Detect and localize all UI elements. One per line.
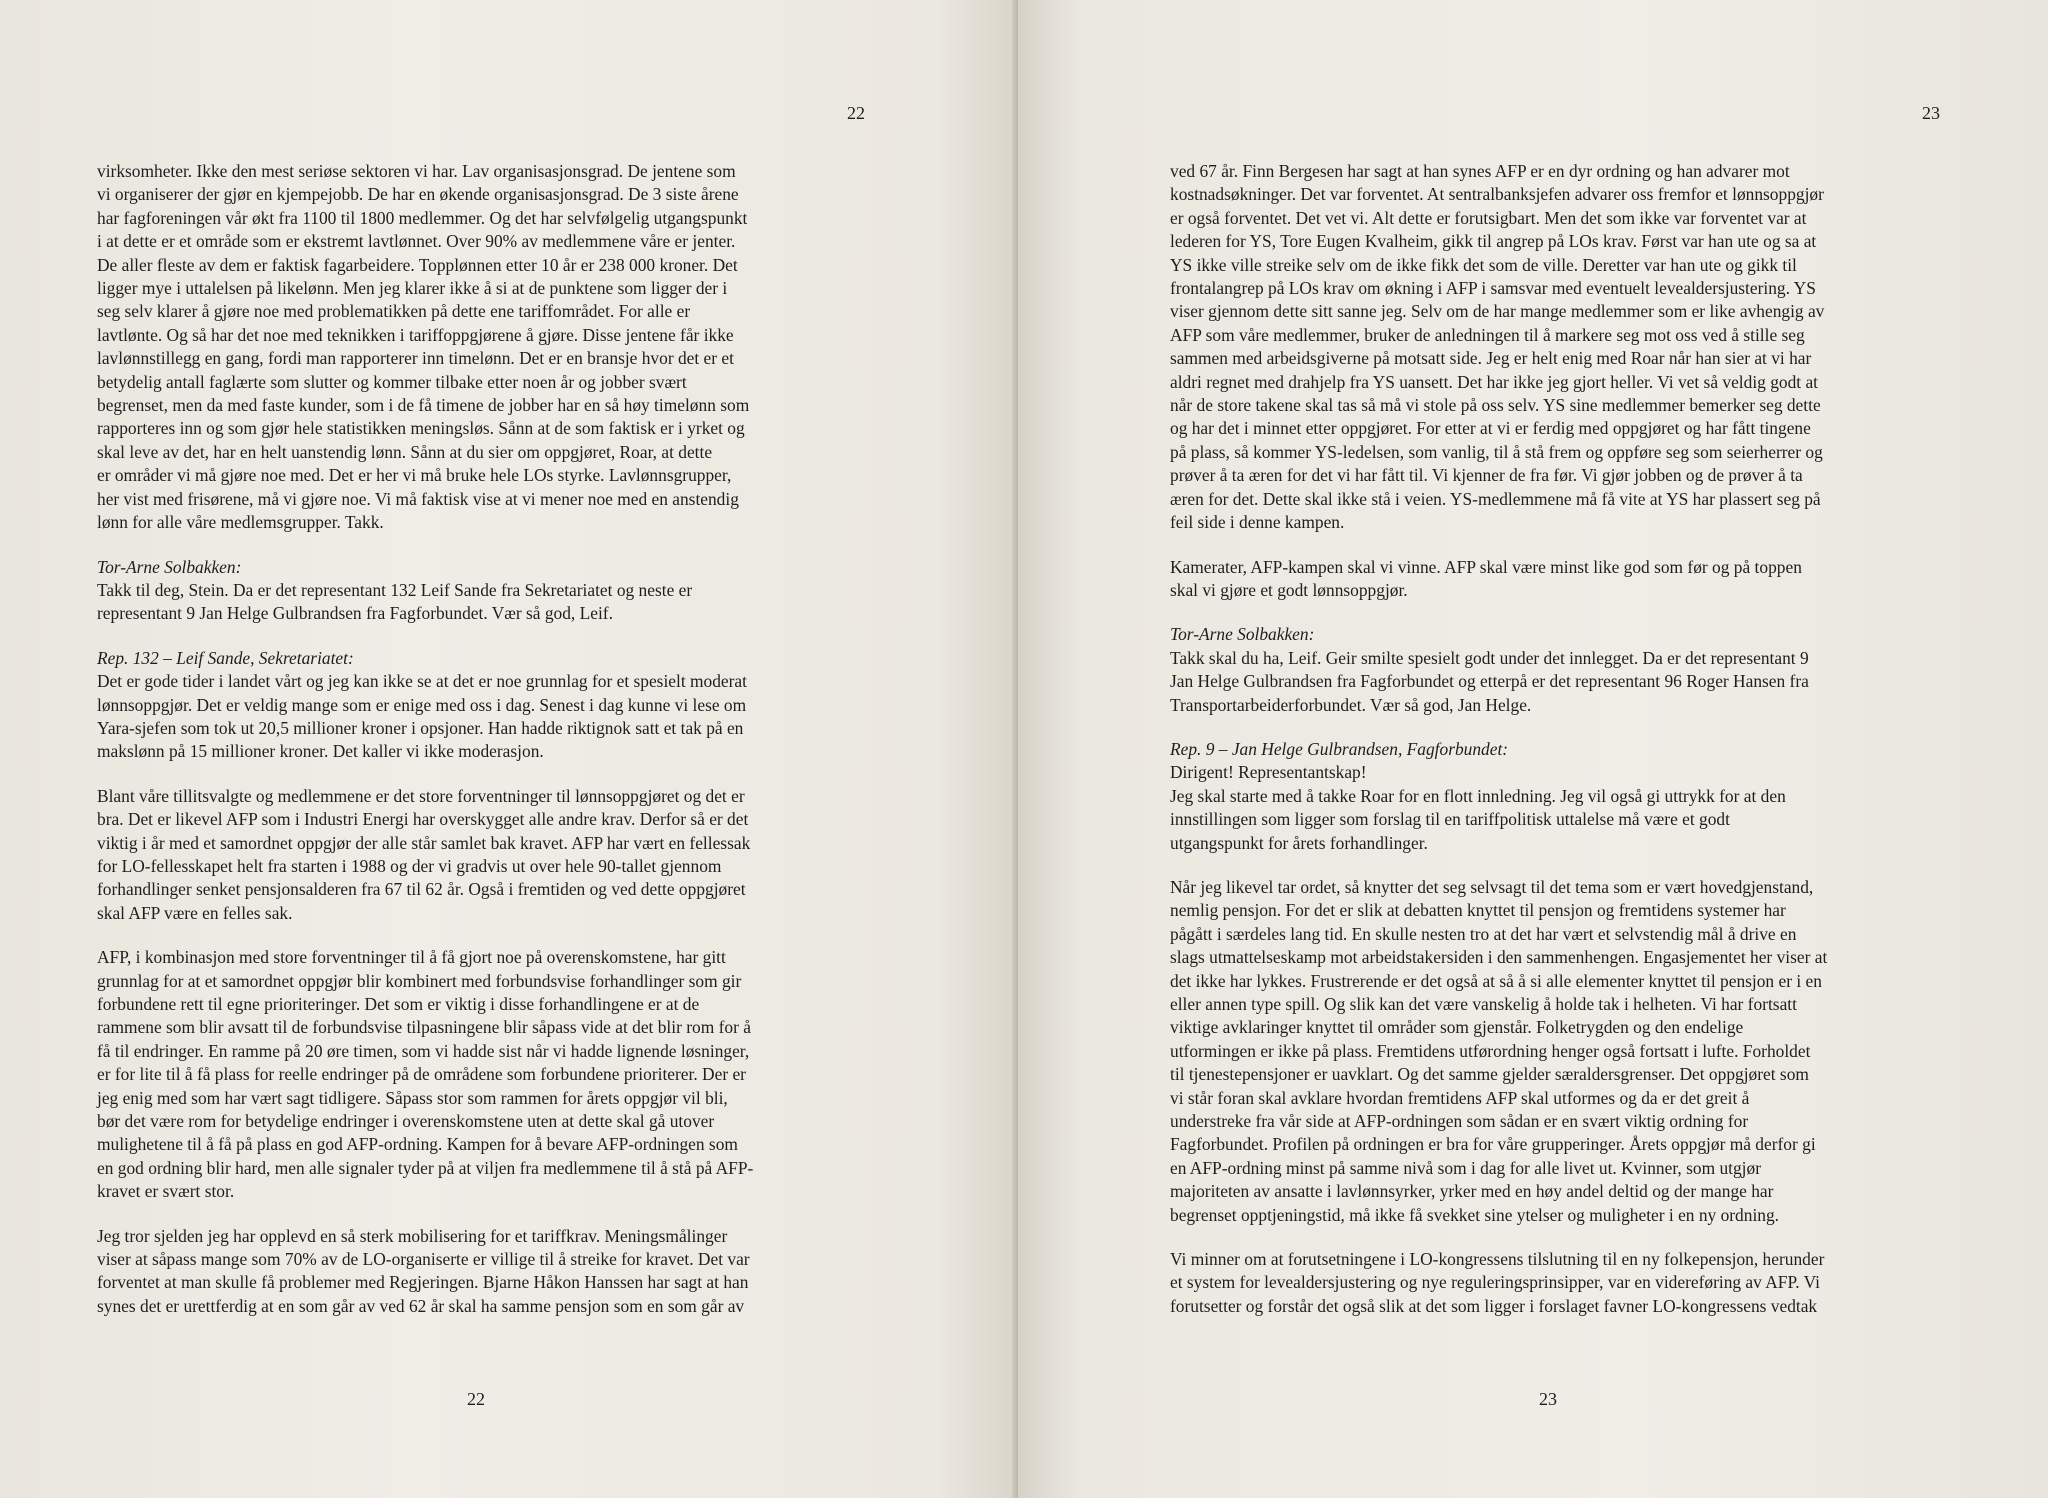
text-line: feil side i denne kampen. xyxy=(1170,512,1345,533)
page-body-text xyxy=(1170,160,2030,1339)
text-line: Yara-sjefen som tok ut 20,5 millioner kroner i opsjoner. Han hadde riktignok satt et tak på en xyxy=(97,717,744,738)
text-line: forhandlinger senket pensjonsalderen fra 67 til 62 år. Også i fremtiden og ved dette oppgjøret xyxy=(97,879,746,900)
paragraph xyxy=(97,946,997,1203)
text-line: virksomheter. Ikke den mest seriøse sektoren vi har. Lav organisasjonsgrad. De jentene som xyxy=(97,161,736,181)
text-line: De aller fleste av dem er faktisk fagarbeidere. Topplønnen etter 10 år er 238 000 kroner. Det xyxy=(97,254,738,275)
text-line: Jan Helge Gulbrandsen fra Fagforbundet og etterpå er det representant 96 Roger Hansen fra xyxy=(1170,671,1809,692)
text-line: vi organiserer der gjør en kjempejobb. De har en økende organisasjonsgrad. De 3 siste årene xyxy=(97,184,739,205)
paragraph xyxy=(1170,738,2030,855)
paragraph xyxy=(1170,160,2030,535)
text-line: viser at såpass mange som 70% av de LO-organiserte er villige til å streike for kravet. Det var xyxy=(97,1249,750,1270)
text-line: Blant våre tillitsvalgte og medlemmene er det store forventninger til lønnsoppgjøret og det er xyxy=(97,785,745,806)
text-line: begrenset opptjeningstid, må ikke få svekket sine ytelser og muligheter i en ny ordning. xyxy=(1170,1204,1780,1225)
text-line: lavtlønte. Og så har det noe med teknikken i tariffoppgjørene å gjøre. Disse jentene får ikke xyxy=(97,324,734,345)
text-line: Jeg skal starte med å takke Roar for en flott innledning. Jeg vil også gi uttrykk for at den xyxy=(1170,785,1786,806)
paragraph xyxy=(1170,556,2030,603)
speaker-label: Rep. 9 – Jan Helge Gulbrandsen, Fagforbundet: xyxy=(1170,738,1509,759)
text-line: lønnsoppgjør. Det er veldig mange som er enige med oss i dag. Senest i dag kunne vi lese om xyxy=(97,694,747,715)
text-line: Når jeg likevel tar ordet, så knytter det seg selvsagt til det tema som er vært hovedgjenstand, xyxy=(1170,876,1814,897)
text-line: Transportarbeiderforbundet. Vær så god, Jan Helge. xyxy=(1170,694,1532,715)
text-line: understreke fra vår side at AFP-ordningen som sådan er en svært viktig ordning for xyxy=(1170,1111,1749,1132)
text-line: når de store takene skal tas så må vi stole på oss selv. YS sine medlemmer bemerker seg dette xyxy=(1170,395,1821,416)
text-line: slags utmattelseskamp mot arbeidstakersiden i den sammenhengen. Engasjementet her viser at xyxy=(1170,947,1828,968)
text-line: viktig i år med et samordnet oppgjør der alle står samlet bak kravet. AFP har vært en fellessak xyxy=(97,832,751,853)
text-line: lavlønnstillegg en gang, fordi man rapporterer inn timelønn. Det er en bransje hvor det er et xyxy=(97,348,734,369)
text-line: et system for levealdersjustering og nye reguleringsprinsipper, var en videreføring av AFP. Vi xyxy=(1170,1272,1820,1293)
text-line: representant 9 Jan Helge Gulbrandsen fra Fagforbundet. Vær så god, Leif. xyxy=(97,603,613,624)
text-line: er for lite til å få plass for reelle endringer på de områdene som forbundene prioriterer. Der er xyxy=(97,1064,746,1085)
paragraph xyxy=(97,1225,997,1319)
text-line: har fagforeningen vår økt fra 1100 til 1800 medlemmer. Og det har selvfølgelig utgangspunkt xyxy=(97,207,748,228)
text-line: viktige avklaringer knyttet til områder som gjenstår. Folketrygden og den endelige xyxy=(1170,1017,1744,1038)
page-number-bottom: 22 xyxy=(467,1389,485,1409)
text-line: Takk til deg, Stein. Da er det representant 132 Leif Sande fra Sekretariatet og neste er xyxy=(97,579,693,600)
speaker-label: Tor-Arne Solbakken: xyxy=(1170,624,1315,645)
text-line: Vi minner om at forutsetningene i LO-kongressens tilslutning til en ny folkepensjon, herunder xyxy=(1170,1249,1825,1270)
text-line: aldri regnet med drahjelp fra YS uansett. Det har ikke jeg gjort heller. Vi vet så veldig godt at xyxy=(1170,371,1819,392)
text-line: Takk skal du ha, Leif. Geir smilte spesielt godt under det innlegget. Da er det representant 9 xyxy=(1170,647,1809,668)
text-line: skal vi gjøre et godt lønnsoppgjør. xyxy=(1170,579,1408,600)
text-line: bra. Det er likevel AFP som i Industri Energi har overskygget alle andre krav. Derfor så er det xyxy=(97,809,749,830)
text-line: for LO-fellesskapet helt fra starten i 1988 og der vi gradvis ut over hele 90-tallet gjennom xyxy=(97,855,722,876)
speaker-label: Tor-Arne Solbakken: xyxy=(97,556,242,577)
paragraph xyxy=(97,160,997,535)
text-line: pågått i særdeles lang tid. En skulle nesten tro at det har vært et selvstendig mål å drive en xyxy=(1170,923,1797,944)
text-line: nemlig pensjon. For det er slik at debatten knyttet til pensjon og fremtidens systemer har xyxy=(1170,900,1786,921)
text-line: prøver å ta æren for det vi har fått til. Vi kjenner de fra før. Vi gjør jobben og de prøver å ta xyxy=(1170,465,1803,486)
text-line: æren for det. Dette skal ikke stå i veien. YS-medlemmene må få vite at YS har plassert seg på xyxy=(1170,488,1821,509)
text-line: grunnlag for at et samordnet oppgjør blir kombinert med forbundsvise forhandlinger som gir xyxy=(97,970,742,991)
paragraph xyxy=(97,647,997,764)
text-line: er områder vi må gjøre noe med. Det er her vi må bruke hele LOs styrke. Lavlønnsgrupper, xyxy=(97,465,732,486)
text-line: bør det være rom for betydelige endringer i overenskomstene uten at dette skal gå utover xyxy=(97,1111,715,1132)
text-line: forventet at man skulle få problemer med Regjeringen. Bjarne Håkon Hanssen har sagt at han xyxy=(97,1272,749,1293)
left-page xyxy=(0,0,1018,1498)
text-line: synes det er urettferdig at en som går av ved 62 år skal ha samme pensjon som en som går av xyxy=(97,1295,745,1316)
text-line: sammen med arbeidsgiverne på motsatt side. Jeg er helt enig med Roar når han sier at vi har xyxy=(1170,348,1812,369)
text-line: eller annen type spill. Og slik kan det være vanskelig å holde tak i helheten. Vi har fortsatt xyxy=(1170,994,1797,1014)
text-line: kostnadsøkninger. Det var forventet. At sentralbanksjefen advarer oss fremfor et lønnsoppgjør xyxy=(1170,184,1824,205)
text-line: utgangspunkt for årets forhandlinger. xyxy=(1170,832,1428,853)
text-line: forutsetter og forstår det også slik at det som ligger i forslaget favner LO-kongressens vedtak xyxy=(1170,1295,1818,1316)
paragraph xyxy=(1170,876,2030,1227)
text-line: er også forventet. Det vet vi. Alt dette er forutsigbart. Men det som ikke var forventet var at xyxy=(1170,207,1807,228)
text-line: lederen for YS, Tore Eugen Kvalheim, gikk til angrep på LOs krav. Først var han ute og sa at xyxy=(1170,231,1817,252)
paragraph xyxy=(97,556,997,626)
text-line: innstillingen som ligger som forslag til en tariffpolitisk uttalelse må være et godt xyxy=(1170,809,1730,830)
text-line: en god ordning blir hard, men alle signaler tyder på at viljen fra medlemmene til å stå på AFP- xyxy=(97,1157,754,1178)
page-body-text xyxy=(97,160,997,1339)
text-line: her vist med frisørene, må vi gjøre noe. Vi må faktisk vise at vi mener noe med en anstendig xyxy=(97,488,739,509)
text-line: Fagforbundet. Profilen på ordningen er bra for våre grupperinger. Årets oppgjør må derfor gi xyxy=(1170,1134,1816,1155)
text-line: Det er gode tider i landet vårt og jeg kan ikke se at det er noe grunnlag for et spesielt moderat xyxy=(97,671,747,692)
text-line: i at dette er et område som er ekstremt lavtlønnet. Over 90% av medlemmene våre er jenter. xyxy=(97,231,736,252)
paragraph xyxy=(97,785,997,925)
text-line: vi står foran skal avklare hvordan fremtidens AFP skal utformes og da er det greit å xyxy=(1170,1087,1750,1108)
speaker-label: Rep. 132 – Leif Sande, Sekretariatet: xyxy=(97,647,354,668)
text-line: det ikke har lykkes. Frustrerende er det også at så å si alle elementer knyttet til pensjon er i en xyxy=(1170,970,1822,991)
text-line: majoriteten av ansatte i lavlønnsyrker, yrker med en høy andel deltid og der mange har xyxy=(1170,1181,1774,1202)
text-line: Dirigent! Representantskap! xyxy=(1170,762,1367,783)
page-number-top: 23 xyxy=(1922,103,1940,123)
text-line: mulighetene til å få på plass en god AFP-ordning. Kampen for å bevare AFP-ordningen som xyxy=(97,1134,738,1155)
text-line: på plass, så kommer YS-ledelsen, som vanlig, til å stå frem og oppføre seg som seierherrer og xyxy=(1170,441,1823,462)
text-line: YS ikke ville streike selv om de ikke fikk det som de ville. Deretter var han ute og gikk til xyxy=(1170,254,1797,275)
text-line: viser gjennom dette sitt sanne jeg. Selv om de har mange medlemmer som er like avhengig av xyxy=(1170,301,1825,322)
text-line: utformingen er ikke på plass. Fremtidens utførordning henger også fortsatt i lufte. Forholdet xyxy=(1170,1040,1811,1061)
text-line: AFP som våre medlemmer, bruker de anledningen til å markere seg mot oss ved å stille seg xyxy=(1170,324,1805,345)
text-line: begrenset, men da med faste kunder, som i de få timene de jobber har en så høy timelønn som xyxy=(97,395,750,416)
text-line: jeg enig med som har vært sagt tidligere. Såpass stor som rammen for årets oppgjør vil bli, xyxy=(97,1087,728,1108)
text-line: rammene som blir avsatt til de forbundsvise tilpasningene blir såpass vide at det blir rom for å xyxy=(97,1017,751,1038)
text-line: AFP, i kombinasjon med store forventninger til å få gjort noe på overenskomstene, har gitt xyxy=(97,947,726,968)
text-line: en AFP-ordning minst på samme nivå som i dag for alle livet ut. Kvinner, som utgjør xyxy=(1170,1157,1761,1178)
paragraph xyxy=(1170,623,2030,717)
text-line: Jeg tror sjelden jeg har opplevd en så sterk mobilisering for et tariffkrav. Meningsmålinger xyxy=(97,1225,728,1246)
text-line: makslønn på 15 millioner kroner. Det kaller vi ikke moderasjon. xyxy=(97,741,544,762)
text-line: få til endringer. En ramme på 20 øre timen, som vi hadde sist når vi hadde lignende løsninger, xyxy=(97,1040,750,1061)
text-line: rapporteres inn og som gjør hele statistikken meningsløs. Sånn at de som faktisk er i yrket og xyxy=(97,418,745,439)
text-line: frontalangrep på LOs krav om økning i AFP i samsvar med eventuelt levealdersjustering. YS xyxy=(1170,278,1816,299)
text-line: til tjenestepensjoner er uavklart. Og det samme gjelder særaldersgrenser. Det oppgjøret som xyxy=(1170,1064,1809,1085)
paragraph xyxy=(1170,1248,2030,1318)
text-line: kravet er svært stor. xyxy=(97,1181,235,1202)
text-line: og har det i minnet etter oppgjøret. For etter at vi er ferdig med oppgjøret og har fått tingene xyxy=(1170,418,1811,439)
text-line: ligger mye i uttalelsen på likelønn. Men jeg klarer ikke å si at de punktene som ligger der i xyxy=(97,278,728,299)
page-number-top: 22 xyxy=(847,103,865,123)
text-line: seg selv klarer å gjøre noe med problematikken på dette ene tariffområdet. For alle er xyxy=(97,301,691,322)
text-line: ved 67 år. Finn Bergesen har sagt at han synes AFP er en dyr ordning og han advarer mot xyxy=(1170,161,1790,181)
text-line: lønn for alle våre medlemsgrupper. Takk. xyxy=(97,512,384,533)
text-line: Kamerater, AFP-kampen skal vi vinne. AFP skal være minst like god som før og på toppen xyxy=(1170,556,1802,577)
text-line: betydelig antall faglærte som slutter og kommer tilbake etter noen år og jobber svært xyxy=(97,371,687,392)
text-line: forbundene rett til egne prioriteringer. Det som er viktig i disse forhandlingene er at de xyxy=(97,994,700,1014)
text-line: skal AFP være en felles sak. xyxy=(97,902,293,923)
page-number-bottom: 23 xyxy=(1539,1389,1557,1409)
right-page xyxy=(1018,0,2048,1498)
text-line: skal leve av det, har en helt uanstendig lønn. Sånn at du sier om oppgjøret, Roar, at dette xyxy=(97,441,713,462)
